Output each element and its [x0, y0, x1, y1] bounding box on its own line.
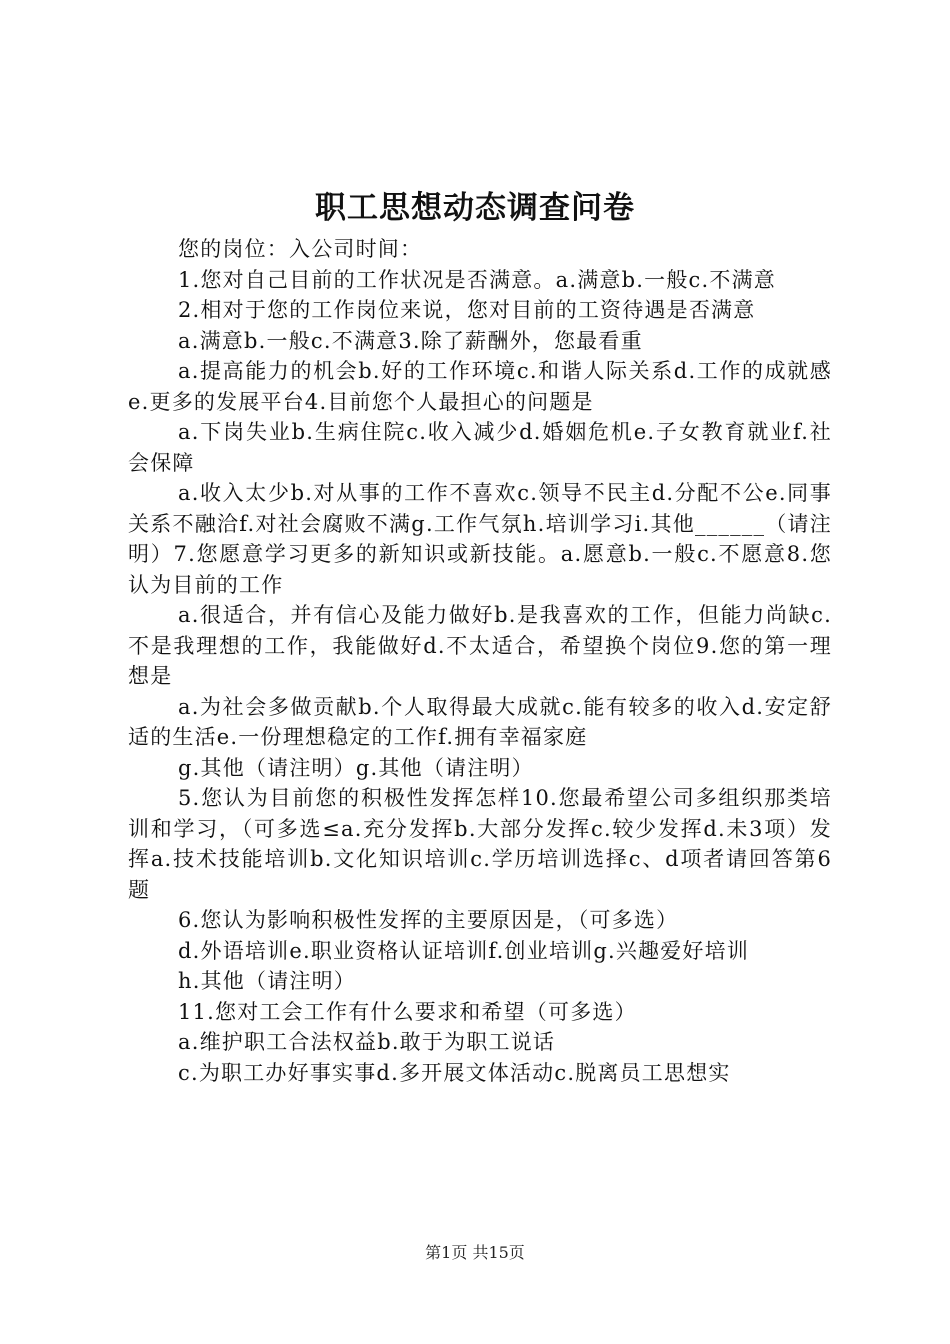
paragraph-other: g.其他（请注明）g.其他（请注明）	[178, 755, 534, 780]
document-body	[128, 234, 832, 1088]
paragraph-other-h: h.其他（请注明）	[178, 969, 356, 993]
paragraph-q5-q10: 5.您认为目前您的积极性发挥怎样10.您最希望公司多组织那类培训和学习，（可多选≤a.充分发挥b.大部分发挥c.较少发挥d.未3项）发挥a.技术技能培训b.文化知识培训c.学历培训选择c、d项者请回答第6题	[128, 786, 832, 902]
paragraph-q6: 6.您认为影响积极性发挥的主要原因是，（可多选）	[178, 908, 679, 932]
document-title: 职工思想动态调查问卷	[315, 190, 635, 226]
paragraph-reasons-options: a.收入太少b.对从事的工作不喜欢c.领导不民主d.分配不公e.同事关系不融洽f.对社会腐败不满g.工作气氛h.培训学习i.其他______（请注明）7.您愿意学习更多的新知识或新技能。a.愿意b.一般c.不愿意8.您认为目前的工作	[128, 481, 832, 597]
paragraph-q2-options: a.满意b.一般c.不满意3.除了薪酬外，您最看重	[178, 328, 643, 353]
paragraph-q4-options: a.下岗失业b.生病住院c.收入减少d.婚姻危机e.子女教育就业f.社会保障	[128, 420, 832, 475]
paragraph-q3-options: a.提高能力的机会b.好的工作环境c.和谐人际关系d.工作的成就感e.更多的发展平台4.目前您个人最担心的问题是	[128, 359, 832, 414]
paragraph-q11: 11.您对工会工作有什么要求和希望（可多选）	[178, 999, 637, 1024]
paragraph-q2: 2.相对于您的工作岗位来说，您对目前的工资待遇是否满意	[178, 298, 756, 322]
paragraph-q11-options-cd: c.为职工办好事实事d.多开展文体活动c.脱离员工思想实	[178, 1060, 731, 1085]
paragraph-q1: 1.您对自己目前的工作状况是否满意。a.满意b.一般c.不满意	[178, 267, 776, 292]
paragraph-q11-options-ab: a.维护职工合法权益b.敢于为职工说话	[178, 1030, 556, 1054]
page-indicator: 第1页 共15页	[425, 1243, 525, 1262]
paragraph-q8-options: a.很适合，并有信心及能力做好b.是我喜欢的工作，但能力尚缺c.不是我理想的工作，我能做好d.不太适合，希望换个岗位9.您的第一理想是	[128, 603, 832, 688]
paragraph-training-options: d.外语培训e.职业资格认证培训f.创业培训g.兴趣爱好培训	[178, 938, 750, 963]
paragraph-position-info: 您的岗位：入公司时间：	[178, 237, 423, 261]
paragraph-q9-options: a.为社会多做贡献b.个人取得最大成就c.能有较多的收入d.安定舒适的生活e.一份理想稳定的工作f.拥有幸福家庭	[128, 694, 832, 749]
